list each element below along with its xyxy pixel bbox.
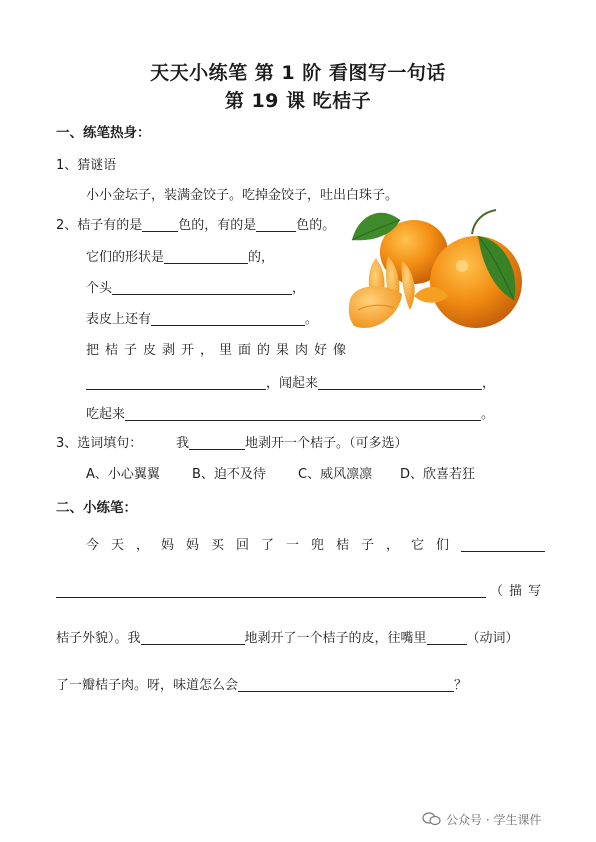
q2-skin-label: 表皮上还有 [86, 312, 152, 327]
writing-text-3a: 桔子外貌）。我 [56, 631, 141, 646]
answer-blank[interactable] [125, 406, 481, 421]
section-heading-writing: 二、小练笔： [56, 500, 137, 516]
q2-text-a: 2、桔子有的是 [56, 218, 143, 233]
answer-blank[interactable] [151, 311, 305, 326]
riddle-text: 小小金坛子，装满金饺子。吃掉金饺子，吐出白珠子。 [86, 188, 399, 203]
writing-text-2: （描写 [490, 584, 548, 599]
option-a[interactable]: A、小心翼翼 [86, 467, 160, 482]
q2-taste-end: 。 [481, 407, 495, 422]
question-2-line6 [86, 372, 495, 391]
q2-size-end: ， [292, 281, 306, 296]
q2-smell-end: ， [482, 376, 496, 391]
writing-line2 [56, 580, 547, 599]
writing-text-3c: （动词） [466, 631, 519, 646]
wechat-icon [422, 812, 442, 826]
answer-blank[interactable] [238, 677, 454, 692]
option-b[interactable]: B、迫不及待 [192, 467, 266, 482]
q3-text-b: 地剥开一个桔子。（可多选） [245, 436, 408, 451]
question-1-label: 1、猜谜语 [56, 158, 117, 173]
answer-blank[interactable] [318, 375, 482, 390]
question-2-line5: 把桔子皮剥开，里面的果肉好像 [86, 343, 353, 358]
q2-shape-end: 的， [248, 250, 275, 265]
question-2-line3 [86, 277, 305, 296]
answer-blank[interactable] [112, 280, 292, 295]
writing-line3 [56, 627, 519, 646]
answer-blank[interactable] [56, 583, 486, 598]
option-c[interactable]: C、威风凛凛 [298, 467, 373, 482]
question-3-sentence [176, 432, 408, 451]
question-2-line4 [86, 308, 318, 327]
q2-skin-end: 。 [305, 312, 319, 327]
q2-size-label: 个头 [86, 281, 113, 296]
q3-text-a: 我 [176, 436, 190, 451]
q2-smell-label: ，闻起来 [266, 376, 319, 391]
writing-text-3b: 地剥开了一个桔子的皮，往嘴里 [244, 631, 427, 646]
answer-blank[interactable] [427, 630, 467, 645]
question-2-line2 [86, 246, 274, 265]
q2-shape-label: 它们的形状是 [86, 250, 165, 265]
question-2-line7 [86, 403, 494, 422]
q2-text-b: 色的，有的是 [178, 218, 257, 233]
q2-text-c: 色的。 [296, 218, 336, 233]
writing-line1 [86, 534, 545, 553]
answer-blank[interactable] [461, 537, 545, 552]
q2-taste-label: 吃起来 [86, 407, 126, 422]
writing-line4 [56, 674, 467, 693]
tangerine-image [344, 200, 530, 340]
page-title: 天天小练笔 第 1 阶 看图写一句话 [150, 62, 446, 84]
section-heading-warmup: 一、练笔热身： [56, 125, 151, 141]
writing-text-4b: ？ [454, 678, 468, 693]
answer-blank[interactable] [86, 375, 266, 390]
answer-blank[interactable] [256, 217, 296, 232]
answer-blank[interactable] [142, 217, 178, 232]
writing-text-1: 今天，妈妈买回了一兜桔子，它们 [86, 538, 462, 553]
answer-blank[interactable] [141, 630, 245, 645]
watermark-text: 公众号 · 学生课件 [446, 813, 542, 827]
lesson-title: 第 19 课 吃桔子 [224, 90, 372, 112]
question-2-line1 [56, 214, 335, 233]
question-3-label: 3、选词填句： [56, 436, 143, 451]
answer-blank[interactable] [164, 249, 248, 264]
writing-text-4a: 了一瓣桔子肉。呀，味道怎么会 [56, 678, 239, 693]
option-d[interactable]: D、欣喜若狂 [400, 467, 476, 482]
answer-blank[interactable] [189, 435, 245, 450]
